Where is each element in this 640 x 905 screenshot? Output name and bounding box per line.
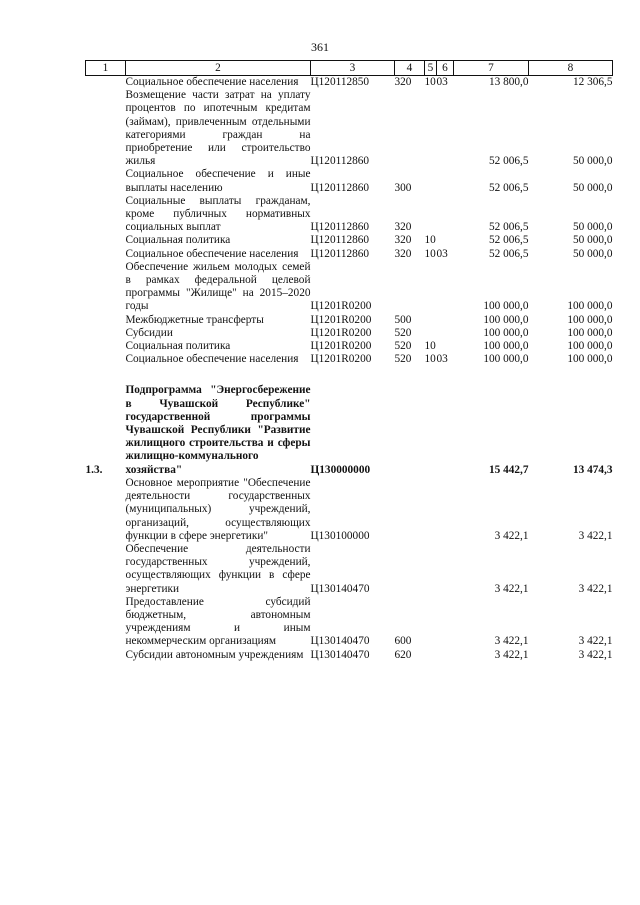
row-amount-col7: 52 006,5 — [488, 234, 529, 247]
row-expense-type: 520 — [394, 353, 412, 366]
row-spacer — [86, 366, 613, 384]
row-expense-type — [395, 384, 425, 476]
row-name: Социальная политика — [125, 340, 231, 353]
row-expense-type: 320 — [394, 247, 412, 260]
row-expense-type: 320 — [394, 234, 412, 247]
row-name: Возмещение части затрат на уплату процентов по ипотечным кредитам (займам), привлеченным отдельными категориями граждан на приобретение или строительство жилья — [125, 89, 311, 168]
row-section: 10 — [424, 247, 436, 260]
row-code: Ц130140470 — [310, 635, 370, 648]
row-expense-type: 300 — [394, 181, 412, 194]
row-expense-type: 620 — [394, 648, 412, 661]
table-row — [86, 543, 613, 596]
budget-table — [85, 60, 613, 662]
row-section: 10 — [424, 234, 436, 247]
row-amount-col7: 100 000,0 — [483, 300, 529, 313]
row-subsection: 03 — [436, 76, 448, 88]
row-expense-type: 320 — [394, 76, 412, 88]
table-row — [86, 248, 613, 261]
row-number — [86, 340, 126, 353]
row-number — [86, 327, 126, 340]
row-section — [425, 168, 437, 194]
row-amount-col8: 50 000,0 — [572, 155, 613, 168]
row-expense-type: 520 — [394, 326, 412, 339]
row-amount-col7: 15 442,7 — [488, 463, 529, 476]
row-code: Ц1201R0200 — [310, 313, 372, 326]
row-number — [86, 76, 126, 90]
row-number — [86, 314, 126, 327]
row-code: Ц120112860 — [310, 234, 370, 247]
row-expense-type — [395, 261, 425, 314]
col-header-7: 7 — [454, 61, 529, 76]
row-amount-col8: 100 000,0 — [567, 300, 613, 313]
row-code: Ц1201R0200 — [310, 353, 372, 366]
row-name: Социальное обеспечение населения — [125, 76, 299, 88]
row-amount-col7: 100 000,0 — [483, 353, 529, 366]
row-amount-col8: 50 000,0 — [572, 221, 613, 234]
row-code: Ц120112860 — [310, 247, 370, 260]
row-amount-col8: 50 000,0 — [572, 234, 613, 247]
row-code: Ц1201R0200 — [310, 340, 372, 353]
row-code: Ц130140470 — [310, 648, 370, 661]
row-expense-type — [395, 89, 425, 168]
row-number — [86, 168, 126, 194]
row-name: Субсидии автономным учреждениям — [125, 648, 304, 661]
table-row — [86, 340, 613, 353]
row-section — [425, 327, 437, 340]
row-amount-col8: 100 000,0 — [567, 340, 613, 353]
row-number — [86, 248, 126, 261]
row-number — [86, 543, 126, 596]
row-code: Ц120112860 — [310, 221, 370, 234]
row-name: Социальное обеспечение населения — [125, 247, 299, 260]
row-subsection — [437, 649, 454, 662]
row-subsection — [437, 168, 454, 194]
row-amount-col8: 3 422,1 — [578, 582, 613, 595]
row-name: Обеспечение жильем молодых семей в рамках федеральной целевой программы "Жилище" на 2015–2020 годы — [125, 260, 311, 313]
row-number — [86, 477, 126, 543]
table-row — [86, 327, 613, 340]
table-row — [86, 353, 613, 366]
table-row — [86, 596, 613, 649]
spacer-cell — [86, 366, 613, 384]
row-number — [86, 89, 126, 168]
header-row — [86, 61, 613, 76]
row-section — [425, 261, 437, 314]
row-section — [425, 314, 437, 327]
row-section — [425, 89, 437, 168]
row-number — [86, 234, 126, 247]
row-expense-type: 600 — [394, 635, 412, 648]
row-amount-col7: 3 422,1 — [494, 648, 529, 661]
col-header-6: 6 — [437, 61, 454, 76]
row-name: Предоставление субсидий бюджетным, автономным учреждениям и иным некоммерческим организациям — [125, 595, 311, 648]
row-name: Социальная политика — [125, 234, 231, 247]
row-amount-col7: 3 422,1 — [494, 529, 529, 542]
row-number — [86, 195, 126, 235]
row-amount-col7: 52 006,5 — [488, 221, 529, 234]
row-expense-type — [395, 543, 425, 596]
row-amount-col8: 3 422,1 — [578, 635, 613, 648]
row-section — [425, 596, 437, 649]
row-expense-type — [395, 477, 425, 543]
row-amount-col7: 100 000,0 — [483, 313, 529, 326]
row-expense-type: 320 — [394, 221, 412, 234]
row-name: Субсидии — [125, 326, 173, 339]
row-number — [86, 596, 126, 649]
row-section: 10 — [424, 76, 436, 88]
row-amount-col7: 100 000,0 — [483, 326, 529, 339]
table-row — [86, 314, 613, 327]
table-row — [86, 89, 613, 168]
row-amount-col7: 3 422,1 — [494, 582, 529, 595]
row-section — [425, 477, 437, 543]
row-subsection — [437, 195, 454, 235]
col-header-8: 8 — [529, 61, 613, 76]
table-body — [86, 76, 613, 662]
row-amount-col7: 13 800,0 — [488, 76, 529, 88]
col-header-1: 1 — [86, 61, 126, 76]
row-name: Обеспечение деятельности государственных учреждений, осуществляющих функции в сфере энергетики — [125, 542, 311, 595]
row-subsection — [437, 596, 454, 649]
row-name: Межбюджетные трансферты — [125, 313, 264, 326]
row-subsection — [437, 477, 454, 543]
row-subsection — [437, 543, 454, 596]
row-amount-col7: 3 422,1 — [494, 635, 529, 648]
page-number: 361 — [311, 40, 329, 54]
row-subsection — [437, 89, 454, 168]
row-subsection — [437, 327, 454, 340]
row-section: 10 — [424, 340, 436, 353]
row-code: Ц130140470 — [310, 582, 370, 595]
table-row — [86, 234, 613, 247]
row-name: Социальные выплаты гражданам, кроме публичных нормативных социальных выплат — [125, 194, 311, 234]
row-subsection: 03 — [436, 247, 448, 260]
row-amount-col8: 50 000,0 — [572, 181, 613, 194]
table-row — [86, 477, 613, 543]
table-row — [86, 649, 613, 662]
row-number — [86, 649, 126, 662]
col-header-5: 5 — [425, 61, 437, 76]
row-code: Ц130000000 — [310, 463, 371, 476]
row-amount-col7: 52 006,5 — [488, 181, 529, 194]
row-section — [425, 384, 437, 476]
row-expense-type: 500 — [394, 313, 412, 326]
row-amount-col7: 52 006,5 — [488, 247, 529, 260]
table-row — [86, 76, 613, 90]
row-section — [425, 543, 437, 596]
table-row — [86, 195, 613, 235]
row-amount-col8: 100 000,0 — [567, 353, 613, 366]
row-code: Ц130100000 — [310, 529, 370, 542]
row-amount-col8: 3 422,1 — [578, 529, 613, 542]
table-row — [86, 261, 613, 314]
row-amount-col7: 100 000,0 — [483, 340, 529, 353]
row-name: Основное мероприятие "Обеспечение деятельности государственных (муниципальных) учреждений, организаций, осуществляющих функции в сфере энергетики" — [125, 476, 311, 542]
row-number — [86, 353, 126, 366]
col-header-3: 3 — [311, 61, 395, 76]
row-subsection: 03 — [436, 353, 448, 366]
row-name: Социальное обеспечение населения — [125, 353, 299, 366]
row-subsection — [437, 234, 454, 247]
row-section: 10 — [424, 353, 436, 366]
row-code: Ц120112850 — [310, 76, 370, 88]
row-amount-col7: 52 006,5 — [488, 155, 529, 168]
row-name: Социальное обеспечение и иные выплаты населению — [125, 168, 311, 194]
table-header — [86, 61, 613, 76]
row-section — [425, 649, 437, 662]
row-amount-col8: 50 000,0 — [572, 247, 613, 260]
row-code: Ц1201R0200 — [310, 300, 372, 313]
row-subsection — [437, 384, 454, 476]
row-amount-col8: 13 474,3 — [572, 463, 613, 476]
row-number — [86, 261, 126, 314]
row-code: Ц120112860 — [310, 155, 370, 168]
table-row — [86, 384, 613, 476]
row-code: Ц1201R0200 — [310, 326, 372, 339]
row-amount-col8: 100 000,0 — [567, 326, 613, 339]
row-expense-type: 520 — [394, 340, 412, 353]
row-amount-col8: 12 306,5 — [572, 76, 613, 88]
row-amount-col8: 3 422,1 — [578, 648, 613, 661]
row-section — [425, 195, 437, 235]
row-number: 1.3. — [85, 463, 103, 476]
row-subsection — [437, 314, 454, 327]
row-code: Ц120112860 — [310, 181, 370, 194]
col-header-2: 2 — [126, 61, 311, 76]
col-header-4: 4 — [395, 61, 425, 76]
row-subsection — [437, 261, 454, 314]
row-amount-col8: 100 000,0 — [567, 313, 613, 326]
table-row — [86, 168, 613, 194]
row-subsection — [437, 340, 454, 353]
row-name: Подпрограмма "Энергосбережение в Чувашской Республике" государственной программы Чувашской Республики "Развитие жилищного строительства и сферы жилищно-коммунального хозяйства" — [125, 384, 311, 476]
